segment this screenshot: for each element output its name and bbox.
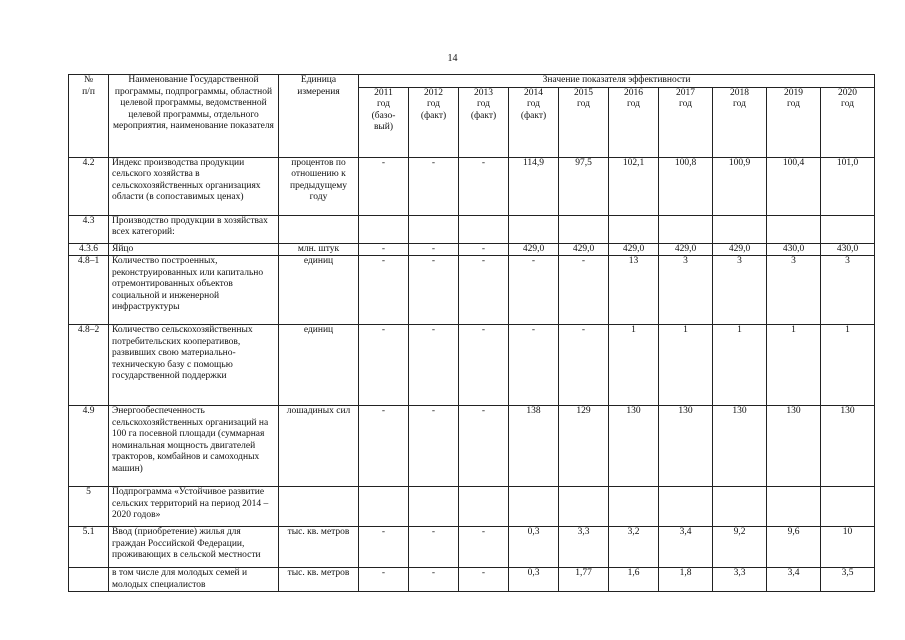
row-value: 130 <box>821 406 875 487</box>
row-value: 129 <box>559 406 609 487</box>
row-value: - <box>359 527 409 568</box>
header-year-label: 2011 год (базо- вый) <box>371 87 396 132</box>
header-year <box>659 87 713 157</box>
row-unit: тыс. кв. метров <box>279 568 359 592</box>
header-year-label: 2012 год (факт) <box>420 87 447 121</box>
row-unit: млн. штук <box>279 243 359 256</box>
row-name: Индекс производства продукции сельского хозяйства в сельскохозяйственных организациях области (в сопоставимых ценах) <box>109 157 279 215</box>
row-value: 3,3 <box>713 568 767 592</box>
row-value <box>659 487 713 527</box>
row-value: - <box>359 325 409 406</box>
row-value: 1,77 <box>559 568 609 592</box>
row-number: 4.3.6 <box>69 243 109 256</box>
header-unit-text: Единица измерения <box>297 75 340 97</box>
row-value: 3 <box>713 256 767 325</box>
row-value: 1 <box>609 325 659 406</box>
header-year <box>609 87 659 157</box>
table-row <box>69 487 875 527</box>
row-value: - <box>359 256 409 325</box>
row-value: 1,6 <box>609 568 659 592</box>
header-unit <box>279 75 359 158</box>
header-year-label: 2017 год <box>676 87 695 109</box>
row-value: - <box>459 568 509 592</box>
table-row <box>69 243 875 256</box>
row-value <box>767 215 821 243</box>
row-value <box>359 487 409 527</box>
row-unit <box>279 487 359 527</box>
row-number: 5.1 <box>69 527 109 568</box>
row-value: - <box>409 157 459 215</box>
row-unit: тыс. кв. метров <box>279 527 359 568</box>
header-year <box>559 87 609 157</box>
row-value <box>359 215 409 243</box>
row-value: 100,8 <box>659 157 713 215</box>
row-name: в том числе для молодых семей и молодых специалистов <box>109 568 279 592</box>
row-value <box>713 487 767 527</box>
row-value: - <box>509 256 559 325</box>
row-value: 100,4 <box>767 157 821 215</box>
row-value: 10 <box>821 527 875 568</box>
row-unit: единиц <box>279 325 359 406</box>
table-row <box>69 568 875 592</box>
row-value: 101,0 <box>821 157 875 215</box>
row-value: 114,9 <box>509 157 559 215</box>
row-value: 430,0 <box>821 243 875 256</box>
row-value: - <box>409 243 459 256</box>
header-year <box>767 87 821 157</box>
row-value <box>821 215 875 243</box>
row-value <box>509 487 559 527</box>
row-number: 4.9 <box>69 406 109 487</box>
row-value <box>609 487 659 527</box>
row-value: 429,0 <box>713 243 767 256</box>
table-row <box>69 527 875 568</box>
row-number: 4.2 <box>69 157 109 215</box>
header-year <box>359 87 409 157</box>
header-values-group <box>359 75 875 88</box>
row-value: - <box>559 325 609 406</box>
header-values-group-text: Значение показателя эффективности <box>542 75 691 85</box>
header-year-label: 2016 год <box>624 87 643 109</box>
row-value <box>767 487 821 527</box>
row-value: 1 <box>767 325 821 406</box>
row-value <box>459 215 509 243</box>
header-year-label: 2014 год (факт) <box>520 87 547 121</box>
header-num <box>69 75 109 158</box>
row-value: 100,9 <box>713 157 767 215</box>
header-year-label: 2018 год <box>730 87 749 109</box>
row-value: 138 <box>509 406 559 487</box>
row-number: 4.8–2 <box>69 325 109 406</box>
row-value: 0,3 <box>509 568 559 592</box>
header-year <box>409 87 459 157</box>
row-name: Производство продукции в хозяйствах всех категорий: <box>109 215 279 243</box>
row-value: 1 <box>713 325 767 406</box>
page-number: 14 <box>447 53 458 64</box>
table-row <box>69 325 875 406</box>
row-value: - <box>409 568 459 592</box>
row-value: 1 <box>659 325 713 406</box>
header-year <box>713 87 767 157</box>
row-value <box>821 487 875 527</box>
table-body <box>69 157 875 592</box>
row-unit: лошадиных сил <box>279 406 359 487</box>
indicators-table <box>68 74 875 592</box>
row-value: 13 <box>609 256 659 325</box>
row-name: Количество построенных, реконструированных или капитально отремонтированных объектов социальной и инженерной инфраструктуры <box>109 256 279 325</box>
table-row <box>69 215 875 243</box>
row-value: - <box>459 243 509 256</box>
row-value: 429,0 <box>659 243 713 256</box>
table-header <box>69 75 875 158</box>
row-value: 3 <box>821 256 875 325</box>
row-value <box>609 215 659 243</box>
row-value: 9,2 <box>713 527 767 568</box>
row-value: - <box>459 527 509 568</box>
header-year <box>821 87 875 157</box>
row-name: Яйцо <box>109 243 279 256</box>
row-name: Подпрограмма «Устойчивое развитие сельских территорий на период 2014 – 2020 годов» <box>109 487 279 527</box>
row-value: 3,3 <box>559 527 609 568</box>
row-value: 430,0 <box>767 243 821 256</box>
row-unit <box>279 215 359 243</box>
row-value: 3 <box>767 256 821 325</box>
row-value: 1,8 <box>659 568 713 592</box>
row-number: 5 <box>69 487 109 527</box>
row-unit: единиц <box>279 256 359 325</box>
row-name: Количество сельскохозяйственных потребительских кооперативов, развивших свою материально-техническую базу с помощью государственной поддержки <box>109 325 279 406</box>
row-value <box>713 215 767 243</box>
row-value: - <box>409 325 459 406</box>
row-value: - <box>559 256 609 325</box>
row-value: 0,3 <box>509 527 559 568</box>
row-value: - <box>509 325 559 406</box>
header-name-text: Наименование Государственной программы, подпрограммы, областной целевой программы, ведомственной целевой программы, отдельного мероприятия, наименование показателя <box>113 75 274 131</box>
row-value <box>659 215 713 243</box>
row-value: - <box>409 256 459 325</box>
row-value: 3,2 <box>609 527 659 568</box>
row-value <box>409 215 459 243</box>
row-unit: процентов по отношению к предыдущему году <box>279 157 359 215</box>
row-value: - <box>359 157 409 215</box>
row-value: 3,5 <box>821 568 875 592</box>
row-number <box>69 568 109 592</box>
row-value: 1 <box>821 325 875 406</box>
row-value <box>559 215 609 243</box>
header-year-label: 2019 год <box>784 87 803 109</box>
row-value: - <box>359 568 409 592</box>
row-value: 102,1 <box>609 157 659 215</box>
row-value: 9,6 <box>767 527 821 568</box>
row-value: 429,0 <box>509 243 559 256</box>
row-value <box>509 215 559 243</box>
row-value: - <box>459 256 509 325</box>
row-value <box>459 487 509 527</box>
row-value: - <box>359 243 409 256</box>
row-value: - <box>459 325 509 406</box>
row-value: - <box>409 406 459 487</box>
row-value: - <box>459 157 509 215</box>
row-value: 429,0 <box>609 243 659 256</box>
row-value: 3,4 <box>659 527 713 568</box>
row-name: Энергообеспеченность сельскохозяйственных организаций на 100 га посевной площади (суммарная номинальная мощность двигателей тракторов, комбайнов и самоходных машин) <box>109 406 279 487</box>
row-value: 130 <box>767 406 821 487</box>
row-value <box>559 487 609 527</box>
row-value: 130 <box>713 406 767 487</box>
row-value: 130 <box>609 406 659 487</box>
table-row <box>69 157 875 215</box>
row-name: Ввод (приобретение) жилья для граждан Российской Федерации, проживающих в сельской местности <box>109 527 279 568</box>
header-year-label: 2020 год <box>838 87 858 109</box>
row-value: 3 <box>659 256 713 325</box>
table-row <box>69 406 875 487</box>
row-value: - <box>359 406 409 487</box>
row-number: 4.8–1 <box>69 256 109 325</box>
row-value <box>409 487 459 527</box>
row-value: 97,5 <box>559 157 609 215</box>
row-value: - <box>409 527 459 568</box>
table-row <box>69 256 875 325</box>
row-value: 3,4 <box>767 568 821 592</box>
header-year <box>459 87 509 157</box>
header-year-label: 2013 год (факт) <box>470 87 497 121</box>
row-value: 130 <box>659 406 713 487</box>
row-value: 429,0 <box>559 243 609 256</box>
header-name <box>109 75 279 158</box>
row-number: 4.3 <box>69 215 109 243</box>
header-year-label: 2015 год <box>574 87 593 109</box>
header-year <box>509 87 559 157</box>
row-value: - <box>459 406 509 487</box>
header-num-text: № п/п <box>82 75 95 97</box>
